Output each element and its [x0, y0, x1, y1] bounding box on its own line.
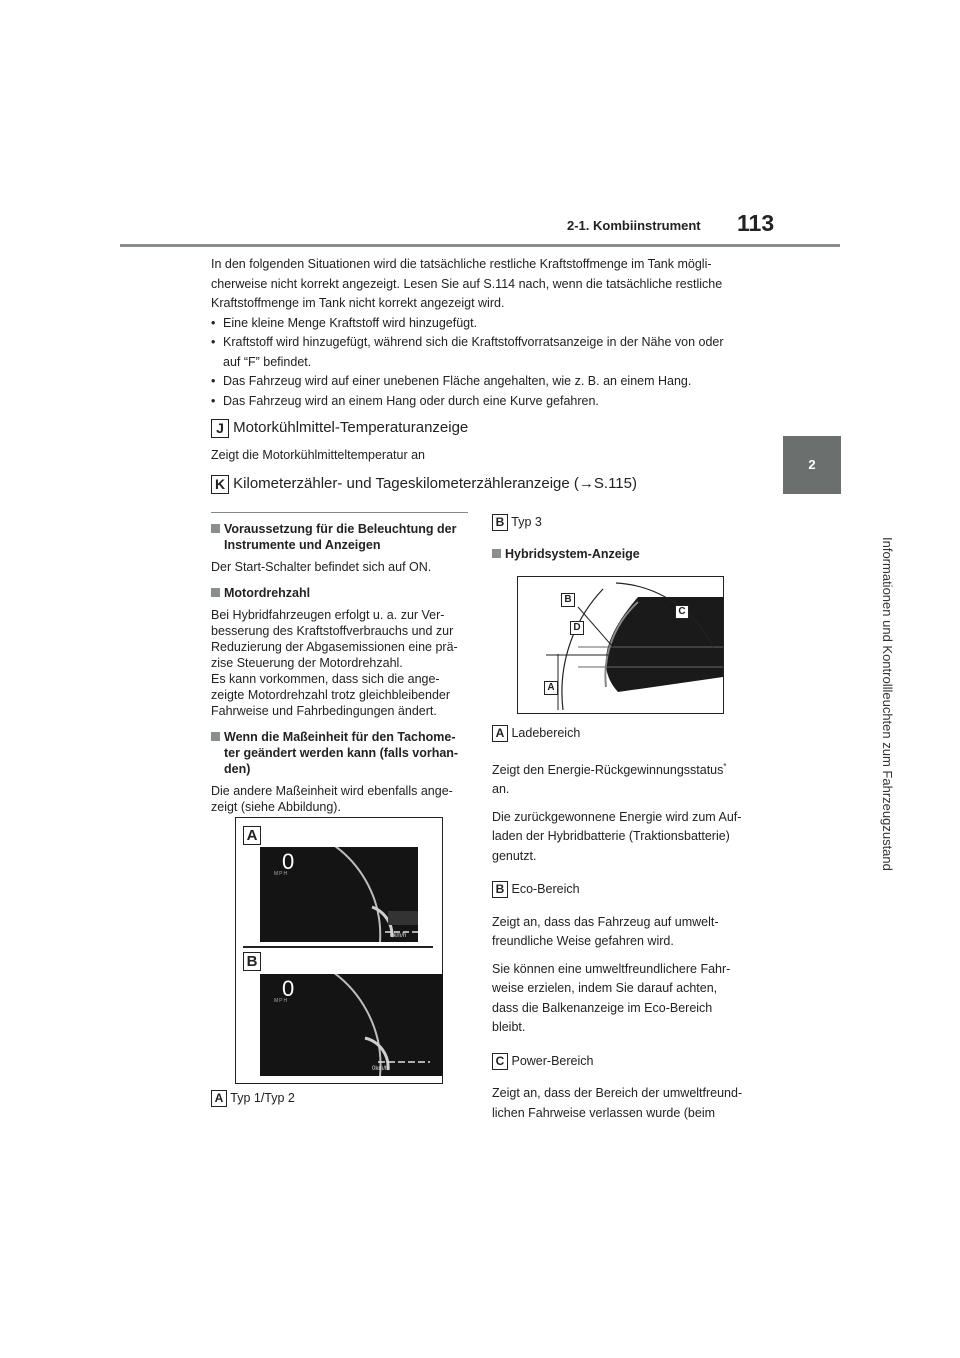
item-b-text2: Sie können eine umweltfreundlichere Fahr- weise erzielen, indem Sie darauf achten, dass die Balkenanzeige im Eco-Bereich bleibt. [492, 961, 731, 1035]
text-line: cherweise nicht korrekt angezeigt. Lesen Sie auf S.114 nach, wenn die tatsächliche restliche [211, 276, 723, 291]
item-c-text: Zeigt an, dass der Bereich der umweltfreund- lichen Fahrweise verlassen wurde (beim [492, 1086, 743, 1120]
marker-k: K [211, 475, 229, 494]
item-b-text: Zeigt an, dass das Fahrzeug auf umwelt- freundliche Weise gefahren wird. [492, 914, 719, 949]
subheading-lighting: Voraussetzung für die Beleuchtung der Instrumente und Anzeigen [211, 521, 471, 553]
chapter-tab: 2 [783, 436, 841, 494]
item-a-heading: A Ladebereich [492, 724, 762, 744]
caption-type12: A Typ 1/Typ 2 [211, 1090, 295, 1107]
figure-label-a: A [243, 826, 261, 845]
bullet-item: • Kraftstoff wird hinzugefügt, während sich die Kraftstoffvorratsanzeige in der Nähe von oder [211, 333, 771, 353]
hybrid-indicator-figure [517, 576, 724, 714]
column-rule [211, 512, 468, 513]
left-column [211, 521, 471, 815]
item-j-text: Zeigt die Motorkühlmitteltemperatur an [211, 448, 425, 462]
kmh-readout: 0km/h [390, 933, 407, 939]
speed-value-b: 0 [282, 976, 295, 1001]
section-title: 2-1. Kombiinstrument [567, 218, 701, 233]
marker-c: C [492, 1053, 508, 1070]
bullet-item: • Eine kleine Menge Kraftstoff wird hinzugefügt. [211, 314, 771, 334]
mph-unit-b: MPH [274, 998, 289, 1004]
figure-label-b: B [243, 952, 261, 971]
page-number: 113 [737, 210, 775, 236]
caption-marker: A [211, 1090, 227, 1107]
bullet-item: • Das Fahrzeug wird auf einer unebenen Fläche angehalten, wie z. B. an einem Hang. [211, 372, 771, 392]
right-column-text [492, 724, 762, 1123]
mph-unit: MPH [274, 871, 289, 877]
bullet-continuation: auf “F” befindet. [223, 354, 312, 369]
marker-j: J [211, 419, 229, 438]
text-line: In den folgenden Situationen wird die tatsächliche restliche Kraftstoffmenge im Tank mögli- [211, 257, 712, 271]
text-line: Kraftstoffmenge im Tank nicht korrekt angezeigt wird. [211, 296, 505, 310]
subheading-unit: Wenn die Maßeinheit für den Tachome- ter geändert werden kann (falls vorhan- den) [211, 729, 471, 777]
header-rule [120, 244, 840, 247]
subheading-rpm: Motordrehzahl [211, 585, 471, 601]
item-k-heading [211, 474, 637, 494]
callout-a: A [544, 681, 558, 695]
callout-c: C [675, 605, 689, 619]
callout-b: B [561, 593, 575, 607]
speed-value: 0 [282, 849, 295, 874]
bullet-item: • Das Fahrzeug wird an einem Hang oder durch eine Kurve gefahren. [211, 392, 771, 412]
subheading-hybrid: Hybridsystem-Anzeige [492, 546, 960, 562]
callout-d: D [570, 621, 584, 635]
item-a-text: Zeigt den Energie-Rückgewinnungsstatus* an. [492, 761, 727, 797]
item-b-heading: B Eco-Bereich [492, 880, 762, 900]
type3-caption: B Typ 3 [492, 514, 542, 531]
item-a-text2: Die zurückgewonnene Energie wird zum Auf- laden der Hybridbatterie (Traktionsbatterie) genutzt. [492, 809, 742, 863]
item-j-title: Motorkühlmittel-Temperaturanzeige [233, 419, 469, 436]
speedometer-figure [235, 817, 443, 1084]
kmh-readout-b: 0km/h [372, 1066, 389, 1072]
marker-a: A [492, 725, 508, 742]
item-j-heading [211, 418, 468, 438]
figure-divider [243, 946, 433, 948]
marker-b: B [492, 881, 508, 898]
item-k-title: Kilometerzähler- und Tageskilometerzähleranzeige (→S.115) [233, 475, 637, 492]
lighting-text: Der Start-Schalter befindet sich auf ON. [211, 560, 432, 574]
type3-marker: B [492, 514, 508, 531]
display-panel-b [260, 974, 443, 1076]
chapter-tab-label: Informationen und Kontrollleuchten zum Fahrzeugzustand [880, 537, 895, 871]
display-panel-a [260, 847, 418, 942]
unit-text: Die andere Maßeinheit wird ebenfalls ange- zeigt (siehe Abbildung). [211, 784, 453, 814]
item-c-heading: C Power-Bereich [492, 1052, 762, 1072]
rpm-text: Bei Hybridfahrzeugen erfolgt u. a. zur Ver- besserung des Kraftstoffverbrauchs und zur Reduzierung der Abgasemissionen eine prä- zise Steuerung der Motordrehzahl. Es kann vorkommen, dass sich die ange- zeigte Motordrehzahl trotz gleichbleibender Fahrweise und Fahrbedingungen ändert. [211, 608, 458, 718]
intro-paragraph [211, 255, 771, 411]
